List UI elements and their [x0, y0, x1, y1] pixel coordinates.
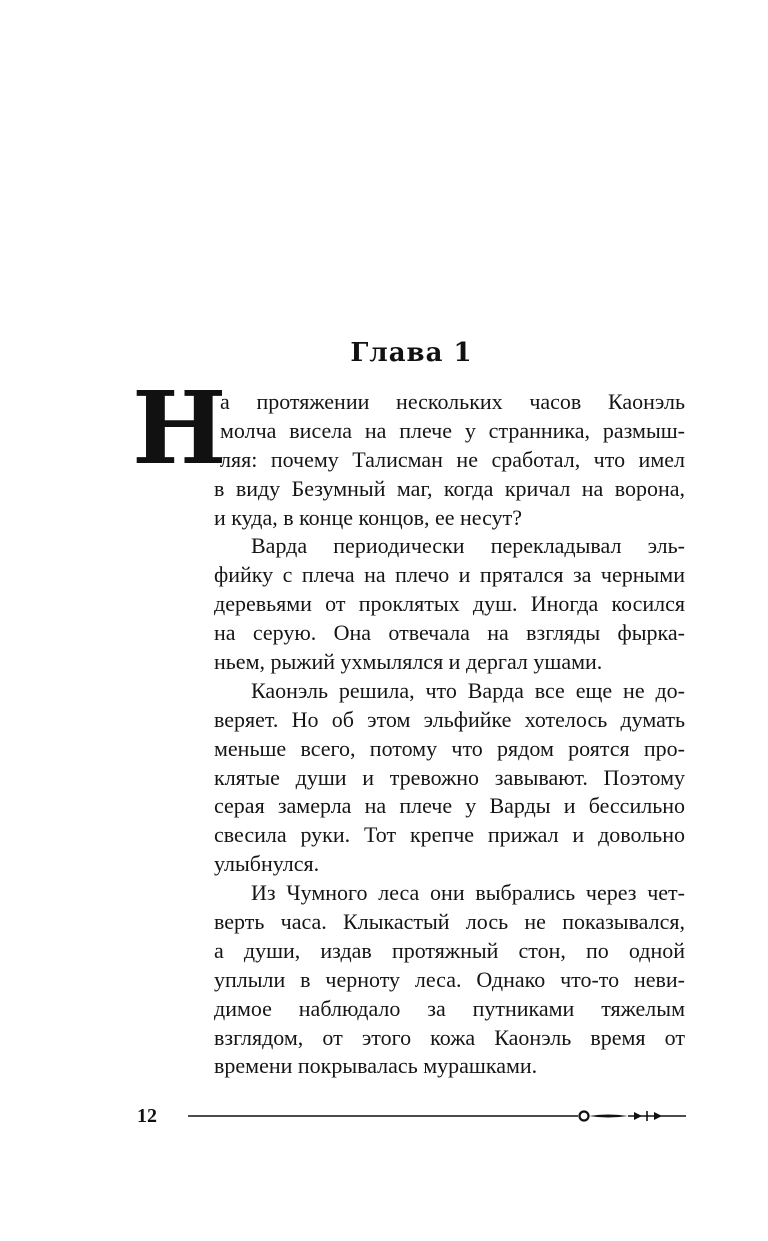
text-line: фийку с плеча на плечо и прятался за черными: [214, 562, 685, 588]
text-line: ляя: почему Талисман не сработал, что имел: [220, 446, 685, 472]
text-line: Варда периодически перекладывал эль-: [251, 533, 685, 559]
text-line: молча висела на плече у странника, размыш-: [220, 417, 685, 443]
body-text: [214, 388, 685, 1081]
text-line: Каонэль решила, что Варда все еще не до-: [251, 677, 685, 703]
drop-cap-letter: Н: [132, 369, 227, 487]
text-line: клятые души и тревожно завывают. Поэтому: [214, 764, 685, 790]
text-line: веряет. Но об этом эльфийке хотелось думать: [214, 706, 685, 732]
text-line: свесила руки. Тот крепче прижал и довольно: [214, 822, 685, 848]
text-line: уплыли в черноту леса. Однако что-то неви-: [214, 966, 685, 992]
text-line: взглядом, от этого кожа Каонэль время от: [214, 1024, 685, 1050]
text-line: и куда, в конце концов, ее несут?: [214, 504, 522, 530]
chapter-title: Глава 1: [350, 338, 473, 368]
text-line: а души, издав протяжный стон, по одной: [214, 937, 685, 963]
text-line: ньем, рыжий ухмылялся и дергал ушами.: [214, 649, 603, 675]
text-line: деревьями от проклятых душ. Иногда косился: [214, 591, 685, 617]
text-line: Из Чумного леса они выбрались через чет-: [251, 880, 685, 906]
footer-ornament-rule: [188, 1107, 686, 1125]
text-line: в виду Безумный маг, когда кричал на ворона,: [214, 475, 685, 501]
text-line: на серую. Она отвечала на взгляды фырка-: [214, 620, 685, 646]
text-line: улыбнулся.: [214, 851, 320, 877]
page-number: 12: [137, 1105, 157, 1127]
text-line: димое наблюдало за путниками тяжелым: [214, 995, 685, 1021]
text-line: верть часа. Клыкастый лось не показывался,: [214, 909, 685, 935]
text-line: серая замерла на плече у Варды и бессильно: [214, 793, 685, 819]
text-line: меньше всего, потому что рядом роятся про-: [214, 735, 685, 761]
text-line: времени покрывалась мурашками.: [214, 1053, 538, 1079]
text-line: а протяжении нескольких часов Каонэль: [220, 389, 685, 414]
